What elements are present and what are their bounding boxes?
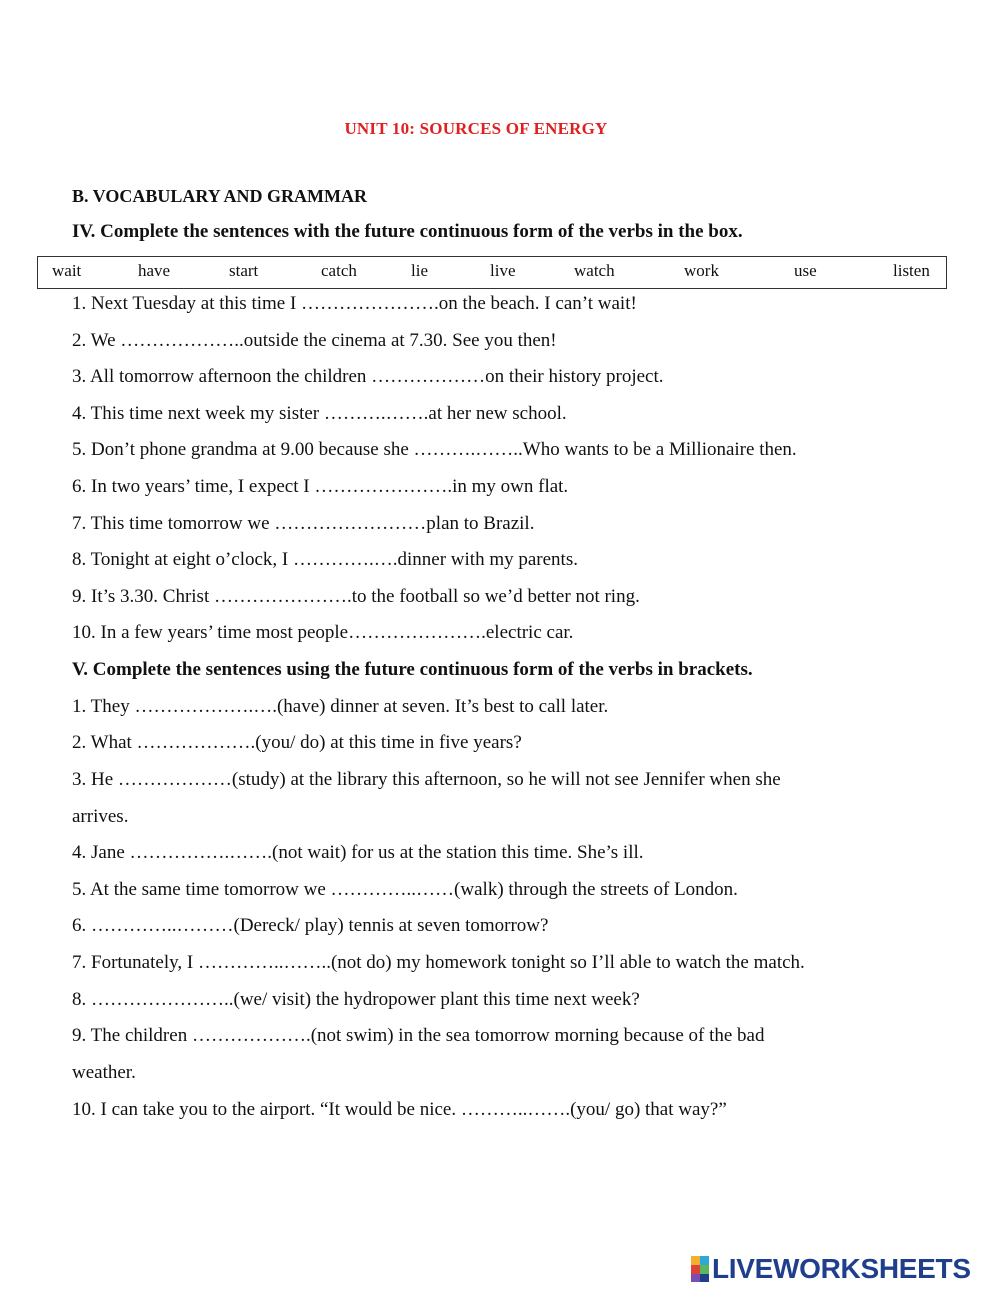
exercise-v-line: weather.: [72, 1062, 136, 1083]
logo-square: [691, 1265, 700, 1274]
exercise-v-line: 5. At the same time tomorrow we …………..……(walk) through the streets of London.: [72, 879, 738, 900]
word-box-item: live: [490, 261, 516, 280]
exercise-iv-sentence: 2. We ………………..outside the cinema at 7.30. See you then!: [72, 330, 557, 351]
exercise-iv-sentence: 6. In two years’ time, I expect I ………………….in my own flat.: [72, 476, 569, 497]
page-title: UNIT 10: SOURCES OF ENERGY: [344, 119, 608, 138]
liveworksheets-logo[interactable]: [691, 1254, 971, 1284]
exercise-v-line: 10. I can take you to the airport. “It would be nice. ………..…….(you/ go) that way?”: [72, 1099, 727, 1120]
word-box-item: wait: [52, 261, 82, 280]
exercise-iv-heading: IV. Complete the sentences with the future continuous form of the verbs in the box.: [72, 221, 743, 242]
exercise-v-line: 8. …………………..(we/ visit) the hydropower plant this time next week?: [72, 989, 640, 1010]
logo-square: [700, 1274, 709, 1282]
exercise-v-line: 3. He ………………(study) at the library this afternoon, so he will not see Jennifer when she: [72, 769, 781, 790]
logo-square: [700, 1265, 709, 1274]
word-box-item: start: [229, 261, 259, 280]
exercise-iv-sentence: 7. This time tomorrow we ……………………plan to Brazil.: [72, 513, 535, 534]
logo-mark-icon: [691, 1256, 709, 1282]
word-box-item: listen: [893, 261, 930, 280]
exercise-v-line: 9. The children ……………….(not swim) in the sea tomorrow morning because of the bad: [72, 1025, 765, 1046]
word-box-item: have: [138, 261, 171, 280]
word-box-item: lie: [411, 261, 428, 280]
logo-text: LIVEWORKSHEETS: [712, 1253, 971, 1284]
logo-square: [700, 1256, 709, 1265]
exercise-v-line: 6. …………..………(Dereck/ play) tennis at seven tomorrow?: [72, 915, 549, 936]
word-box: [37, 256, 947, 289]
logo-square: [691, 1274, 700, 1282]
exercise-iv-sentence: 4. This time next week my sister ……….…….at her new school.: [72, 403, 567, 424]
exercise-v-line: 1. They ……………….….(have) dinner at seven. It’s best to call later.: [72, 696, 609, 717]
word-box-item: watch: [574, 261, 615, 280]
word-box-item: use: [794, 261, 817, 280]
exercise-v-heading: V. Complete the sentences using the future continuous form of the verbs in brackets.: [72, 659, 753, 680]
exercise-iv-sentence: 10. In a few years’ time most people………………….electric car.: [72, 622, 574, 643]
exercise-v-line: arrives.: [72, 806, 129, 827]
word-box-item: work: [684, 261, 719, 280]
exercise-iv-sentence: 8. Tonight at eight o’clock, I ………….….dinner with my parents.: [72, 549, 578, 570]
exercise-iv-sentence: 9. It’s 3.30. Christ ………………….to the football so we’d better not ring.: [72, 586, 640, 607]
section-heading: B. VOCABULARY AND GRAMMAR: [72, 186, 368, 206]
exercise-iv-sentence: 3. All tomorrow afternoon the children ………………on their history project.: [72, 366, 664, 387]
exercise-v-line: 7. Fortunately, I …………..……..(not do) my homework tonight so I’ll able to watch the match.: [72, 952, 805, 973]
word-box-item: catch: [321, 261, 357, 280]
exercise-v-line: 2. What ……………….(you/ do) at this time in five years?: [72, 732, 522, 753]
exercise-iv-sentence: 5. Don’t phone grandma at 9.00 because she ……….……..Who wants to be a Millionaire then.: [72, 439, 797, 460]
exercise-v-line: 4. Jane …………….…….(not wait) for us at the station this time. She’s ill.: [72, 842, 644, 863]
exercise-iv-sentence: 1. Next Tuesday at this time I ………………….on the beach. I can’t wait!: [72, 293, 637, 314]
logo-square: [691, 1256, 700, 1265]
